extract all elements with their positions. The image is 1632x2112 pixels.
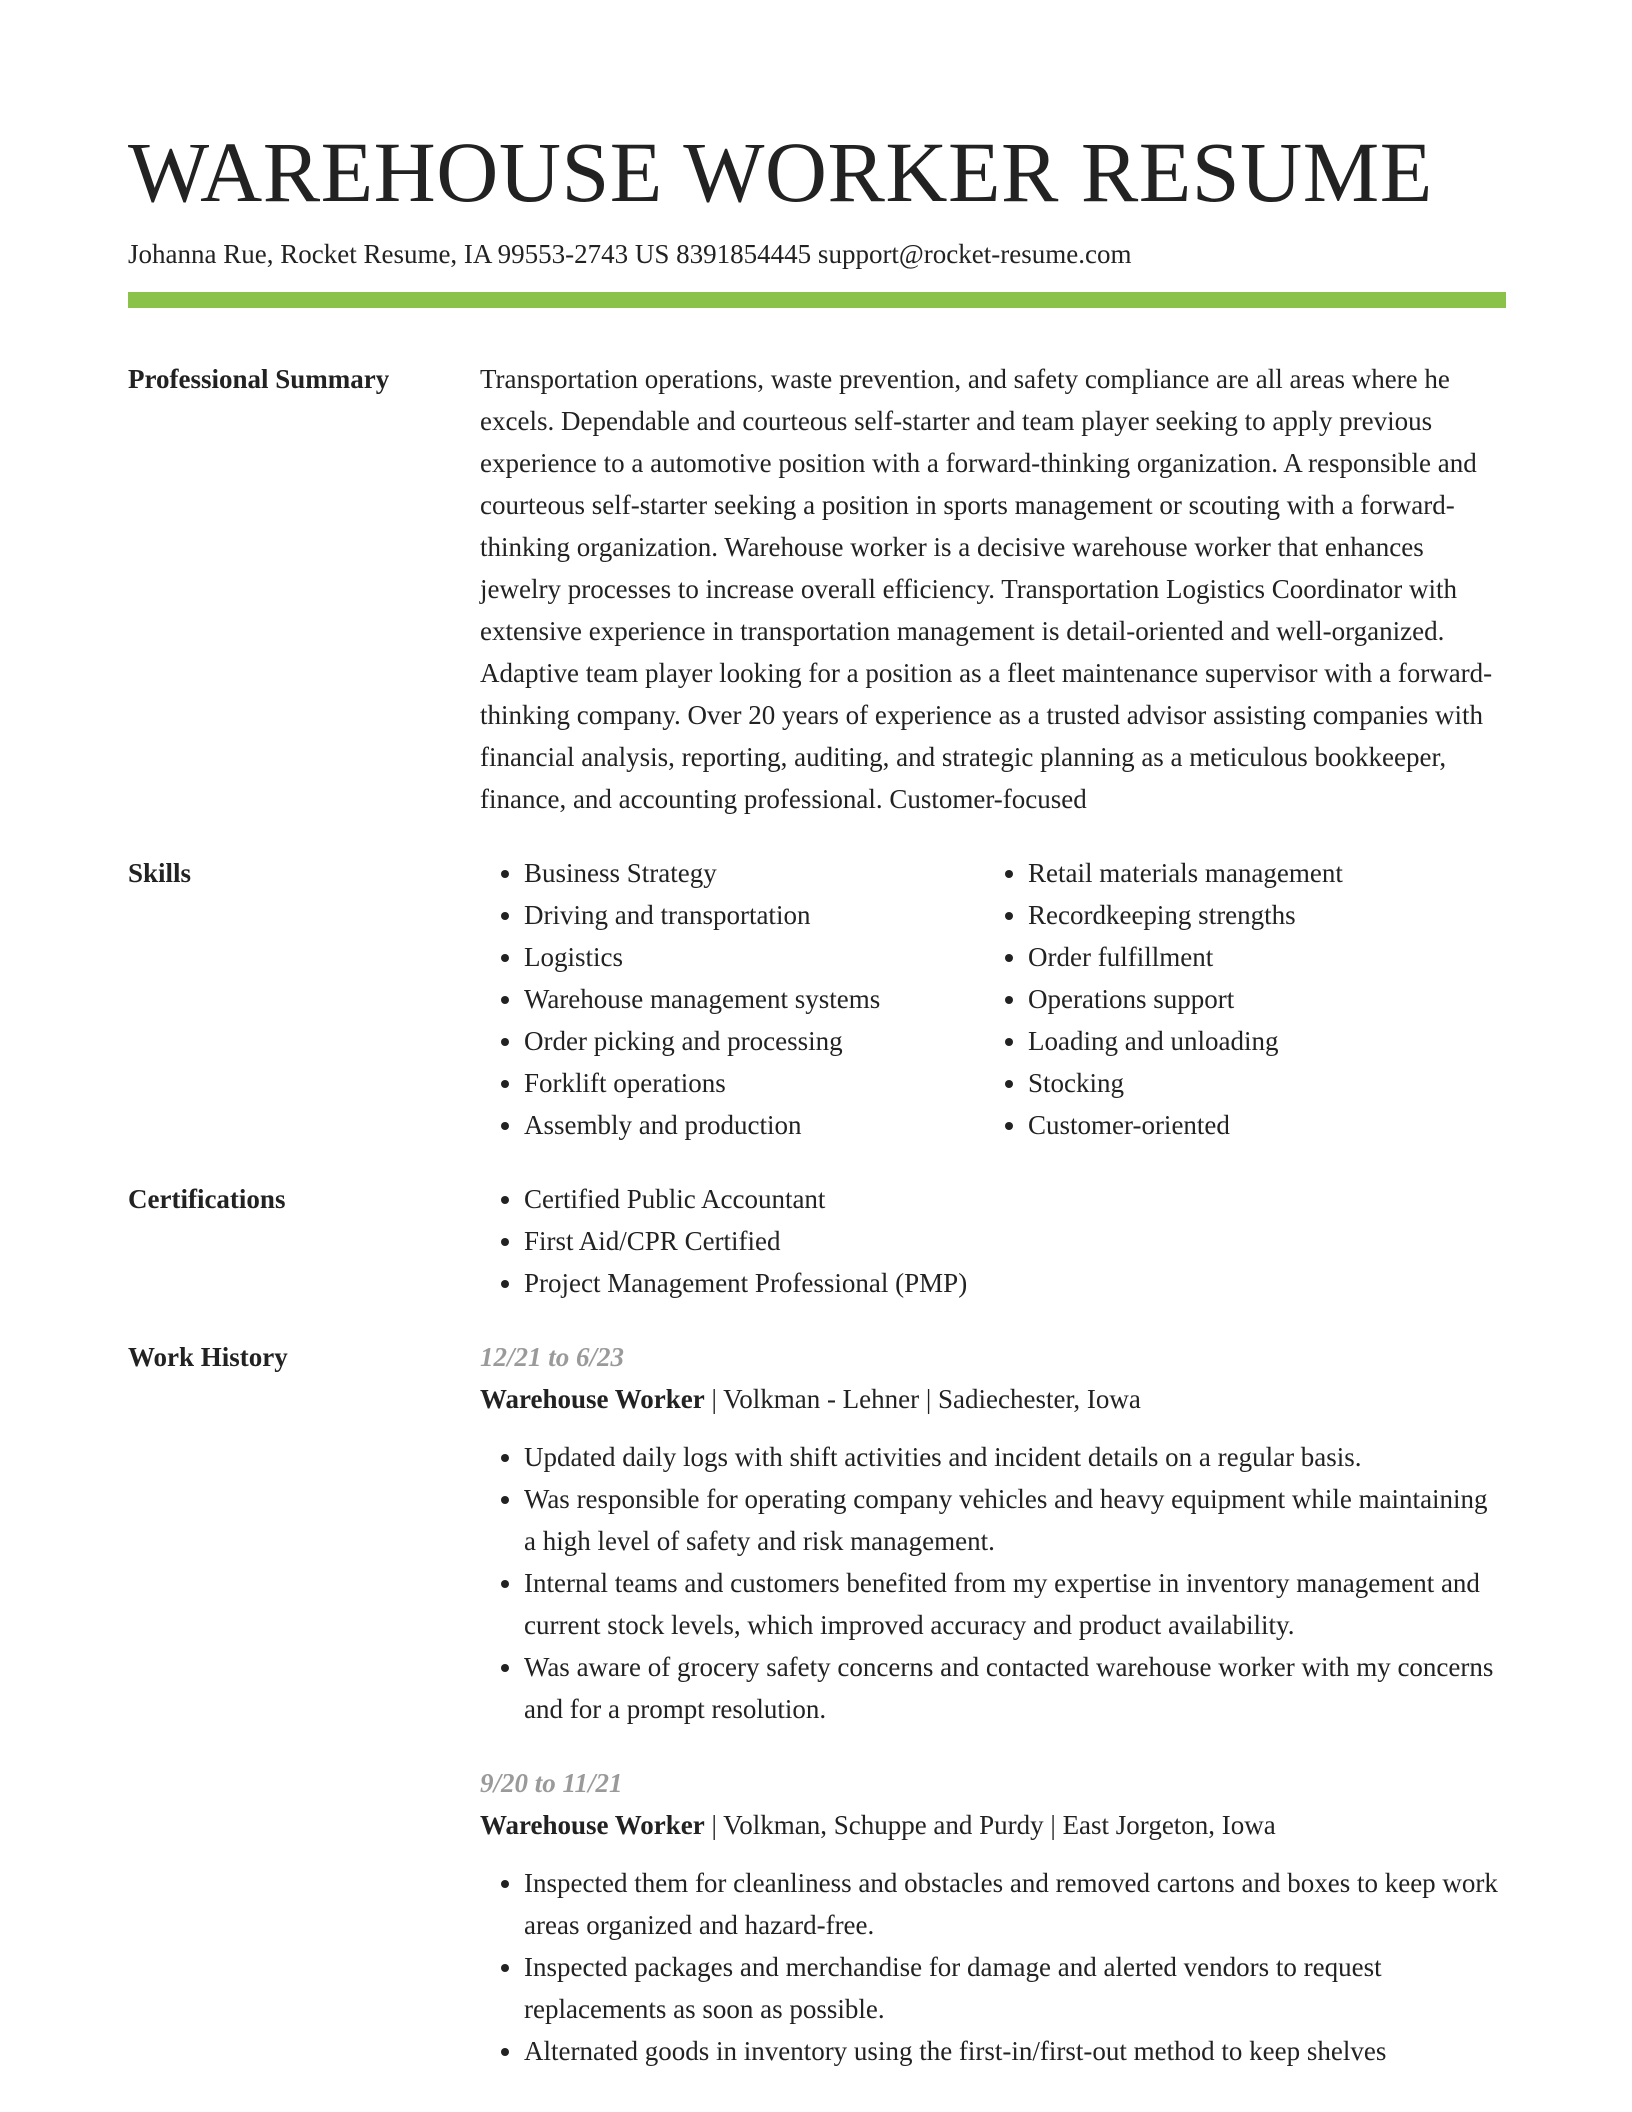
job-heading <box>480 1378 1506 1420</box>
skill-item: • Customer-oriented <box>1028 1104 1528 1146</box>
job-bullet: • Inspected them for cleanliness and obstacles and removed cartons and boxes to keep work areas organized and hazard-free. <box>524 1862 1506 1946</box>
skills-list-right <box>984 852 1528 1146</box>
skill-item: • Logistics <box>524 936 984 978</box>
skill-item: • Retail materials management <box>1028 852 1528 894</box>
job-bullet: • Internal teams and customers benefited from my expertise in inventory management and current stock levels, which improved accuracy and product availability. <box>524 1562 1506 1646</box>
skill-item: • Business Strategy <box>524 852 984 894</box>
job-title: Warehouse Worker <box>480 1810 705 1840</box>
accent-divider <box>128 292 1506 308</box>
skill-item: • Order fulfillment <box>1028 936 1528 978</box>
job-dates: 9/20 to 11/21 <box>480 1768 623 1798</box>
job-bullet: • Was responsible for operating company vehicles and heavy equipment while maintaining a high level of safety and risk management. <box>524 1478 1506 1562</box>
skill-item: • Assembly and production <box>524 1104 984 1146</box>
job-heading <box>480 1804 1506 1846</box>
work-history-body <box>480 1336 1506 2072</box>
certifications-list <box>480 1178 1506 1304</box>
skill-item: • Warehouse management systems <box>524 978 984 1020</box>
job-entry <box>480 1336 1506 1730</box>
skill-item: • Operations support <box>1028 978 1528 1020</box>
work-history-label: Work History <box>128 1342 288 1372</box>
skill-item: • Stocking <box>1028 1062 1528 1104</box>
skill-item: • Driving and transportation <box>524 894 984 936</box>
skills-label: Skills <box>128 858 192 888</box>
job-bullet: • Alternated goods in inventory using the first-in/first-out method to keep shelves <box>524 2030 1506 2072</box>
job-dates: 12/21 to 6/23 <box>480 1342 625 1372</box>
resume-title: WAREHOUSE WORKER RESUME <box>128 124 1433 220</box>
work-history-section <box>128 1336 1506 2072</box>
certifications-section <box>128 1178 1506 1304</box>
job-bullet-list <box>480 1436 1506 1730</box>
job-bullet: • Was aware of grocery safety concerns and contacted warehouse worker with my concerns and for a prompt resolution. <box>524 1646 1506 1730</box>
summary-section <box>128 358 1506 820</box>
contact-line: Johanna Rue, Rocket Resume, IA 99553-2743 US 8391854445 support@rocket-resume.com <box>128 239 1132 269</box>
summary-text: Transportation operations, waste prevention, and safety compliance are all areas where he excels. Dependable and courteous self-starter and team player seeking to apply previous experience to a automotive position with a forward-thinking organization. A responsible and courteous self-starter seeking a position in sports management or scouting with a forward-thinking organization. Warehouse worker is a decisive warehouse worker that enhances jewelry processes to increase overall efficiency. Transportation Logistics Coordinator with extensive experience in transportation management is detail-oriented and well-organized. Adaptive team player looking for a position as a fleet maintenance supervisor with a forward-thinking company. Over 20 years of experience as a trusted advisor assisting companies with financial analysis, reporting, auditing, and strategic planning as a meticulous bookkeeper, finance, and accounting professional. Customer-focused <box>480 364 1493 814</box>
certification-item: • First Aid/CPR Certified <box>524 1220 1506 1262</box>
certifications-body <box>480 1178 1506 1304</box>
skill-item: • Loading and unloading <box>1028 1020 1528 1062</box>
summary-label: Professional Summary <box>128 364 390 394</box>
resume-page <box>128 120 1506 2072</box>
certification-item: • Certified Public Accountant <box>524 1178 1506 1220</box>
job-details: | Volkman, Schuppe and Purdy | East Jorgeton, Iowa <box>704 1810 1276 1840</box>
job-bullet: • Updated daily logs with shift activities and incident details on a regular basis. <box>524 1436 1506 1478</box>
job-entry <box>480 1762 1506 2072</box>
certification-item: • Project Management Professional (PMP) <box>524 1262 1506 1304</box>
skill-item: • Recordkeeping strengths <box>1028 894 1528 936</box>
job-bullet-list <box>480 1862 1506 2072</box>
job-bullet: • Inspected packages and merchandise for damage and alerted vendors to request replacements as soon as possible. <box>524 1946 1506 2030</box>
skill-item: • Forklift operations <box>524 1062 984 1104</box>
job-details: | Volkman - Lehner | Sadiechester, Iowa <box>704 1384 1141 1414</box>
job-title: Warehouse Worker <box>480 1384 705 1414</box>
skills-list-left <box>480 852 984 1146</box>
skill-item: • Order picking and processing <box>524 1020 984 1062</box>
skills-section <box>128 852 1506 1146</box>
skills-columns <box>480 852 1528 1146</box>
certifications-label: Certifications <box>128 1184 286 1214</box>
